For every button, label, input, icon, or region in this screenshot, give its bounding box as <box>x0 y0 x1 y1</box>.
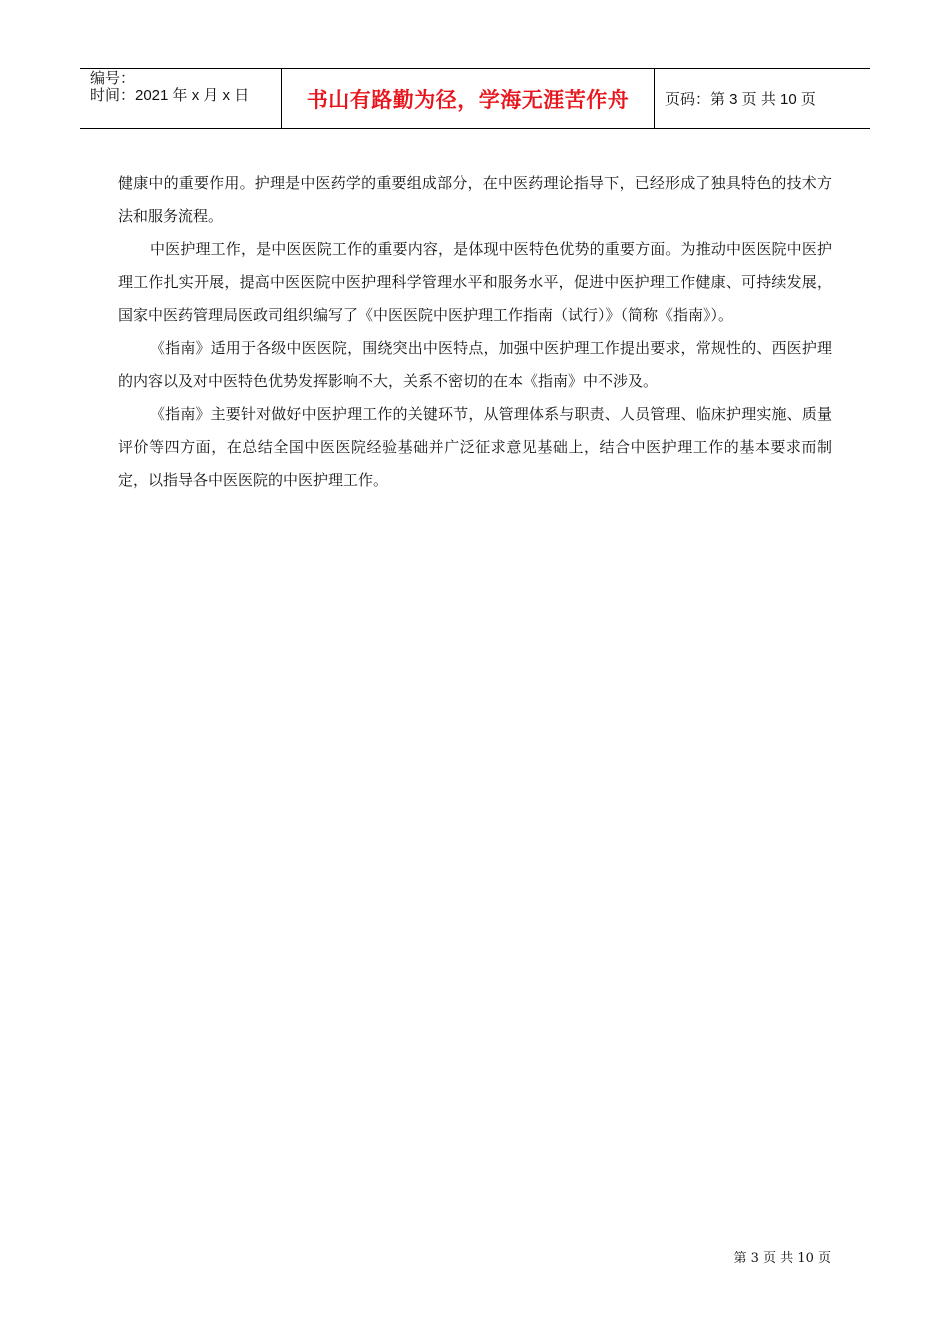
page-header <box>80 68 870 129</box>
header-page-cell <box>655 69 870 128</box>
document-time-label: 时间：2021 年 x 月 x 日 <box>90 87 250 104</box>
header-motto-cell <box>282 69 655 128</box>
paragraph: 中医护理工作，是中医医院工作的重要内容，是体现中医特色优势的重要方面。为推动中医医院中医护理工作扎实开展，提高中医医院中医护理科学管理水平和服务水平，促进中医护理工作健康、可持续发展，国家中医药管理局医政司组织编写了《中医医院中医护理工作指南（试行）》（简称《指南》）。 <box>118 240 832 324</box>
header-motto: 书山有路勤为径，学海无涯苦作舟 <box>306 87 630 112</box>
header-page-number: 页码：第 3 页 共 10 页 <box>665 91 816 108</box>
header-meta <box>80 69 282 128</box>
document-body <box>118 167 832 497</box>
document-number-label: 编号： <box>90 70 136 87</box>
paragraph: 《指南》适用于各级中医医院，围绕突出中医特点，加强中医护理工作提出要求，常规性的、西医护理的内容以及对中医特色优势发挥影响不大，关系不密切的在本《指南》中不涉及。 <box>118 339 832 390</box>
paragraph-continued: 健康中的重要作用。护理是中医药学的重要组成部分，在中医药理论指导下，已经形成了独具特色的技术方法和服务流程。 <box>118 174 832 225</box>
page-footer: 第 3 页 共 10 页 <box>733 1251 831 1266</box>
paragraph: 《指南》主要针对做好中医护理工作的关键环节，从管理体系与职责、人员管理、临床护理实施、质量评价等四方面，在总结全国中医医院经验基础并广泛征求意见基础上，结合中医护理工作的基本要求而制定，以指导各中医医院的中医护理工作。 <box>118 405 832 489</box>
